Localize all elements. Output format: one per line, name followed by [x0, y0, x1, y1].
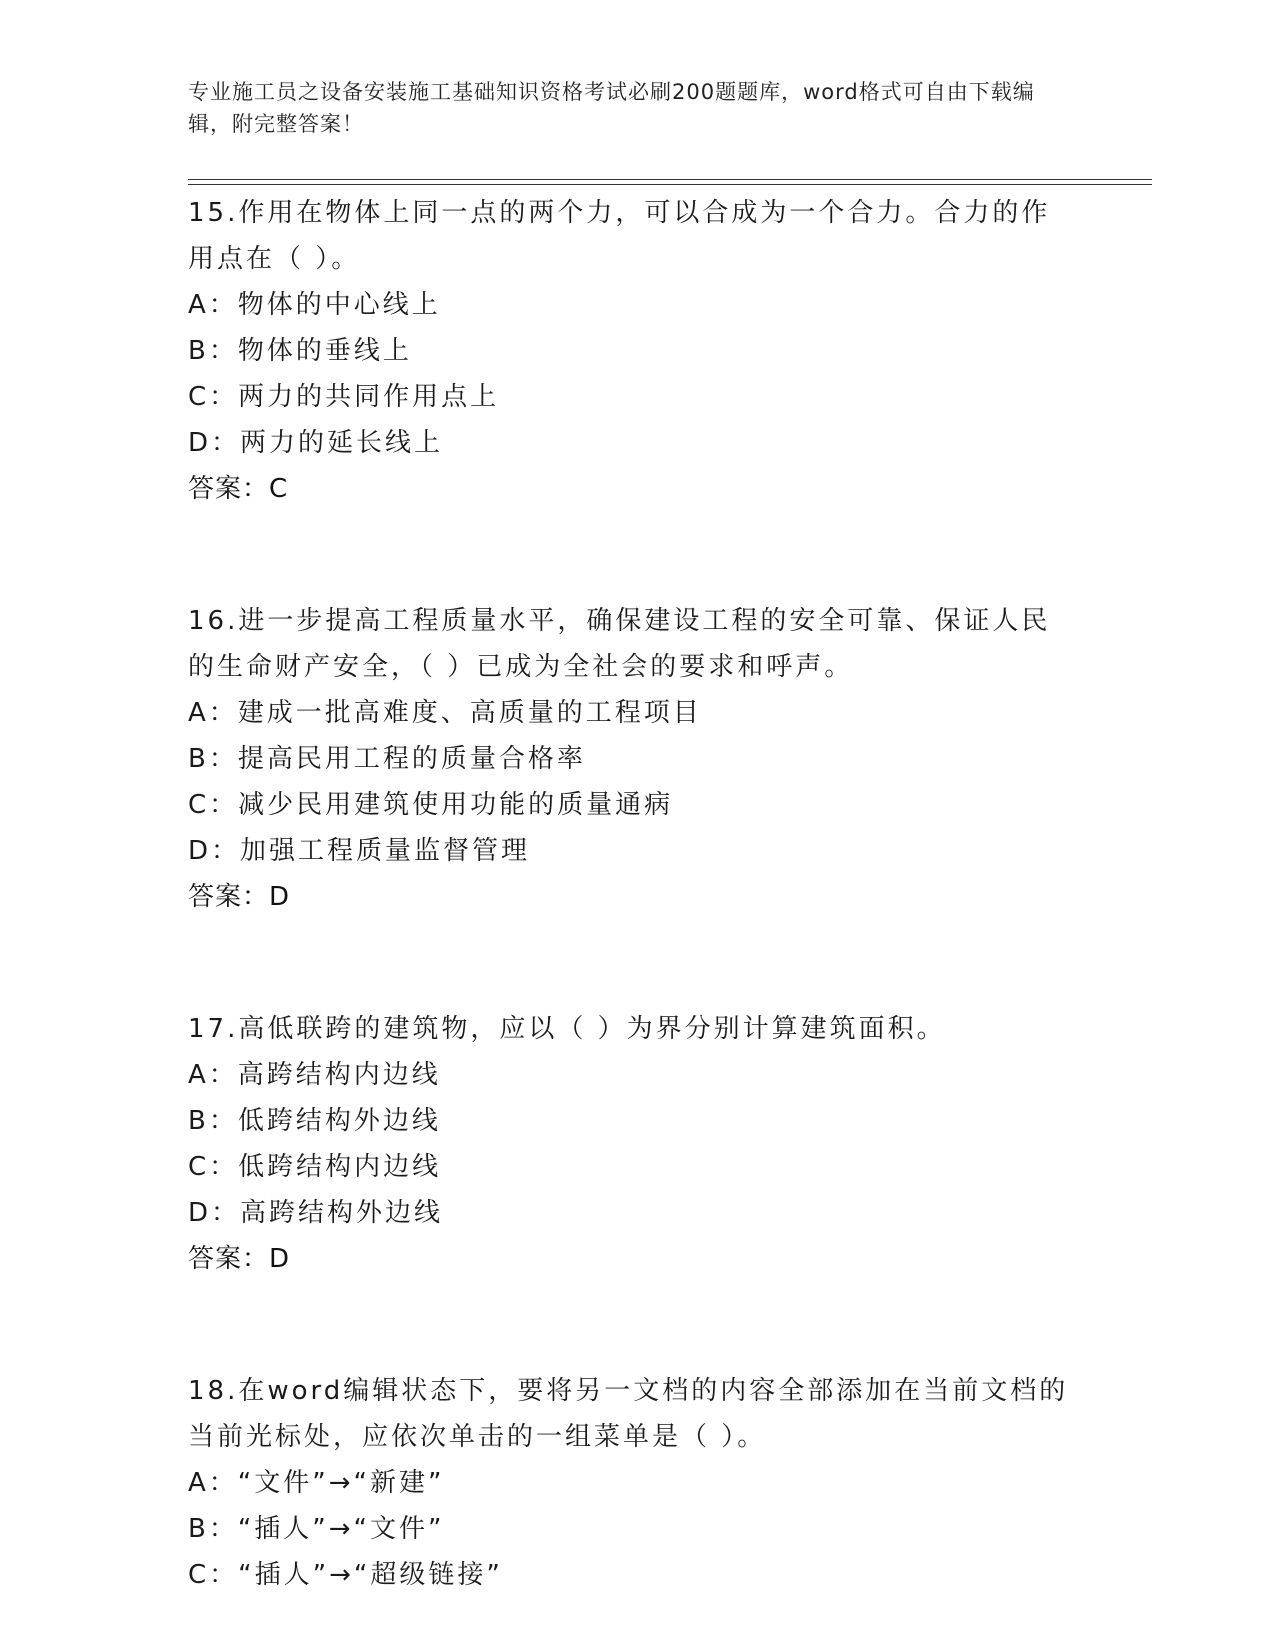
option-c: C：减少民用建筑使用功能的质量通病: [188, 790, 674, 820]
answer-line: 答案：D: [188, 882, 291, 912]
option-a: A：物体的中心线上: [188, 290, 441, 320]
question-list: [188, 190, 1088, 1598]
question-stem: 15.作用在物体上同一点的两个力，可以合成为一个合力。合力的作用点在（ ）。: [188, 198, 1051, 274]
document-header: 专业施工员之设备安装施工基础知识资格考试必刷200题题库，word格式可自由下载编辑，附完整答案！: [188, 80, 1035, 136]
question-stem: 17.高低联跨的建筑物，应以（ ）为界分别计算建筑面积。: [188, 1014, 946, 1044]
option-a: A：建成一批高难度、高质量的工程项目: [188, 698, 702, 728]
answer-line: 答案：D: [188, 1244, 291, 1274]
question-stem: 16.进一步提高工程质量水平，确保建设工程的安全可靠、保证人民的生命财产安全，（ ）已成为全社会的要求和呼声。: [188, 606, 1051, 682]
option-c: C：“插人”→“超级链接”: [188, 1560, 503, 1590]
header-divider-top: [188, 179, 1152, 180]
option-b: B：低跨结构外边线: [188, 1106, 441, 1136]
question-16: [188, 598, 1088, 920]
option-b: B：提高民用工程的质量合格率: [188, 744, 586, 774]
option-d: D：两力的延长线上: [188, 428, 444, 458]
header-divider-bottom: [188, 184, 1152, 185]
answer-line: 答案：C: [188, 474, 289, 504]
option-b: B：物体的垂线上: [188, 336, 412, 366]
question-spacer: [188, 1282, 1088, 1368]
option-d: D：高跨结构外边线: [188, 1198, 444, 1228]
question-spacer: [188, 920, 1088, 1006]
question-17: [188, 1006, 1088, 1282]
option-d: D：加强工程质量监督管理: [188, 836, 531, 866]
option-b: B：“插人”→“文件”: [188, 1514, 445, 1544]
option-c: C：两力的共同作用点上: [188, 382, 500, 412]
question-stem: 18.在word编辑状态下，要将另一文档的内容全部添加在当前文档的当前光标处，应依次单击的一组菜单是（ ）。: [188, 1376, 1069, 1452]
question-spacer: [188, 512, 1088, 598]
option-a: A：“文件”→“新建”: [188, 1468, 445, 1498]
question-15: [188, 190, 1088, 512]
option-c: C：低跨结构内边线: [188, 1152, 442, 1182]
question-18: [188, 1368, 1088, 1598]
option-a: A：高跨结构内边线: [188, 1060, 441, 1090]
